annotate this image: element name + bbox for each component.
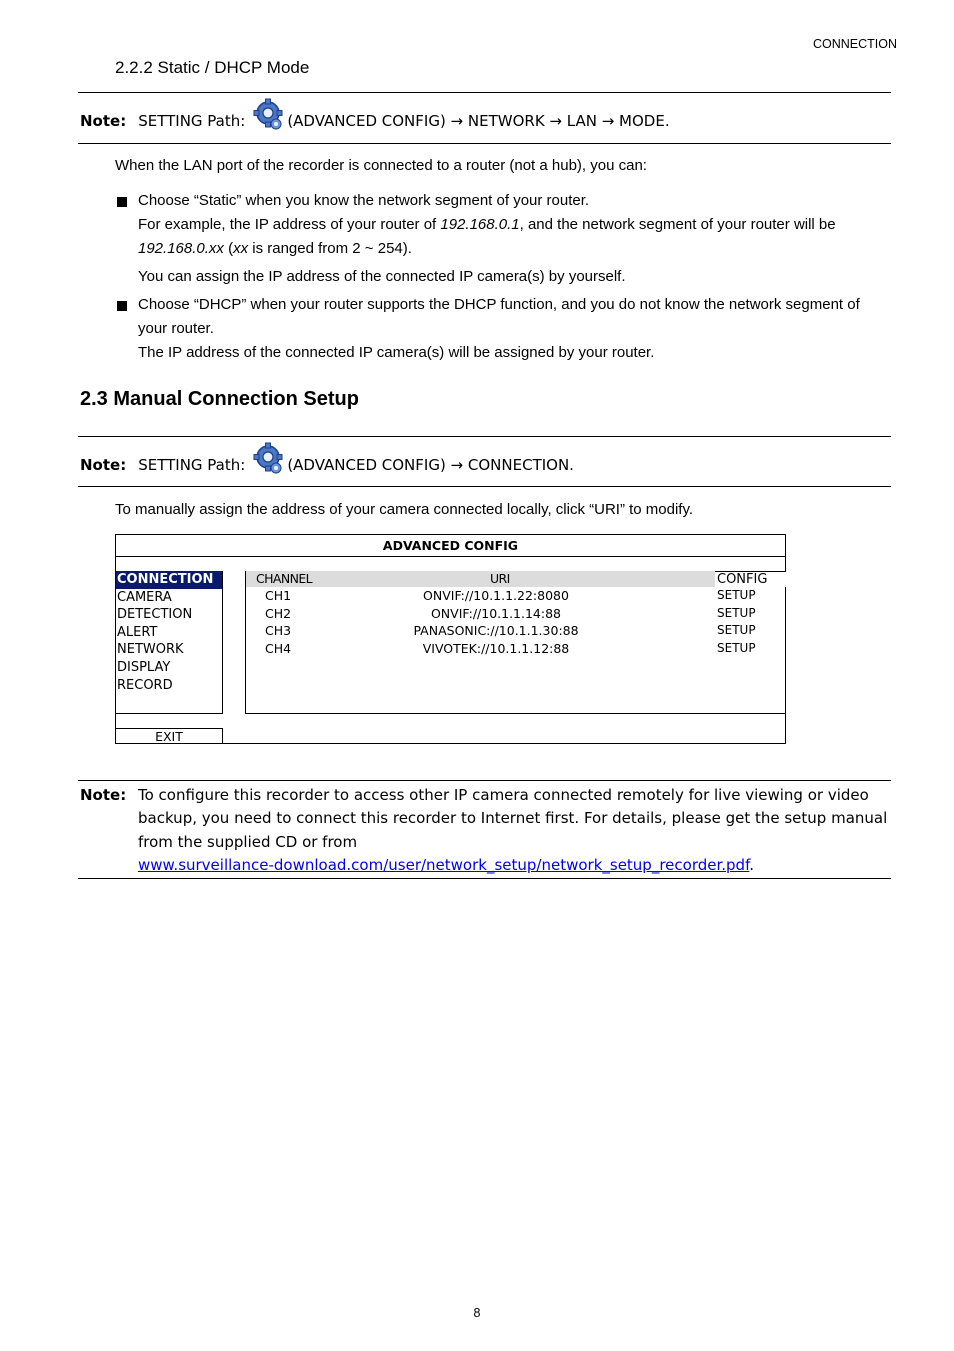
uri-cell[interactable]: ONVIF://10.1.1.22:8080 — [423, 588, 569, 603]
bullet-square — [117, 197, 127, 207]
channel-cell: CH4 — [265, 640, 292, 656]
note-rule-bottom — [78, 878, 891, 879]
menu-item-connection[interactable]: CONNECTION — [116, 571, 222, 589]
menu-item-record[interactable]: RECORD — [117, 677, 173, 693]
note-path: (ADVANCED CONFIG) → NETWORK → LAN → MODE. — [287, 112, 670, 130]
channel-cell: CH2 — [265, 605, 292, 621]
note-path: (ADVANCED CONFIG) → CONNECTION. — [287, 456, 574, 474]
table-row — [246, 640, 786, 658]
menu-item-display[interactable]: DISPLAY — [117, 659, 171, 675]
advanced-config-panel — [115, 534, 786, 744]
table-row — [246, 622, 786, 640]
column-header-channel: CHANNEL — [256, 571, 313, 586]
uri-cell[interactable]: VIVOTEK://10.1.1.12:88 — [422, 640, 570, 656]
setup-button[interactable]: SETUP — [717, 623, 756, 638]
note-rule-top — [78, 436, 891, 437]
setup-manual-link[interactable]: www.surveillance-download.com/user/network_setup/network_setup_recorder.pdf — [138, 855, 750, 874]
connection-table — [245, 571, 786, 714]
section-heading-manual-connection: 2.3 Manual Connection Setup — [80, 388, 359, 410]
note-label: Note: — [80, 786, 127, 804]
menu-item-network[interactable]: NETWORK — [117, 642, 184, 658]
table-row — [246, 605, 786, 623]
page-number: 8 — [473, 1306, 481, 1320]
config-menu — [116, 571, 223, 714]
note-text: To configure this recorder to access other IP camera connected remotely for live viewing or video backup, you need to connect this recorder to Internet first. For details, please get the setup manual from the supplied CD or from — [138, 786, 888, 851]
note-prefix: SETTING Path: — [138, 456, 246, 474]
setup-button[interactable]: SETUP — [717, 588, 756, 602]
gear-icon — [251, 98, 285, 132]
menu-item-camera[interactable]: CAMERA — [117, 589, 172, 605]
note-setting-path-connection — [80, 448, 574, 482]
table-row — [246, 587, 786, 605]
note-rule-bottom — [78, 486, 891, 487]
menu-item-alert[interactable]: ALERT — [117, 624, 158, 640]
exit-button[interactable]: EXIT — [116, 728, 223, 744]
bullet-dhcp: Choose “DHCP” when your router supports the DHCP function, and you do not know the network segment of your router. The IP address of the connected IP camera(s) will be assigned by your router. — [138, 296, 860, 361]
bullet-static: Choose “Static” when you know the network segment of your router. For example, the IP address of your router of 192.168.0.1, and the network segment of your router will be 192.168.0.xx (xx is ranged from 2 ~ 254). You can assign the IP address of the connected IP camera(s) by yourself. — [138, 192, 836, 285]
gear-icon — [251, 442, 285, 476]
column-header-uri: URI — [490, 571, 510, 586]
menu-item-detection[interactable]: DETECTION — [117, 607, 193, 623]
column-header-config: CONFIG — [715, 571, 786, 587]
uri-cell[interactable]: PANASONIC://10.1.1.30:88 — [413, 623, 579, 639]
setup-button[interactable]: SETUP — [717, 605, 756, 620]
note-setting-path-mode — [80, 104, 670, 138]
note-rule-top — [78, 92, 891, 93]
intro-paragraph: When the LAN port of the recorder is connected to a router (not a hub), you can: — [115, 157, 647, 174]
note-rule-top — [78, 780, 891, 781]
panel-title: ADVANCED CONFIG — [116, 535, 785, 557]
note-rule-bottom — [78, 143, 891, 144]
running-header: CONNECTION — [812, 37, 897, 51]
channel-cell: CH1 — [265, 588, 292, 603]
note-prefix: SETTING Path: — [138, 112, 246, 130]
channel-cell: CH3 — [265, 623, 292, 639]
note-label: Note: — [80, 456, 127, 474]
note-label: Note: — [80, 112, 127, 130]
manual-intro-paragraph: To manually assign the address of your camera connected locally, click “URI” to modify. — [115, 501, 694, 518]
uri-cell[interactable]: ONVIF://10.1.1.14:88 — [430, 605, 562, 621]
setup-button[interactable]: SETUP — [717, 640, 756, 655]
section-heading-static-dhcp: 2.2.2 Static / DHCP Mode — [115, 58, 310, 77]
table-header — [246, 571, 786, 587]
bullet-square — [117, 301, 127, 311]
